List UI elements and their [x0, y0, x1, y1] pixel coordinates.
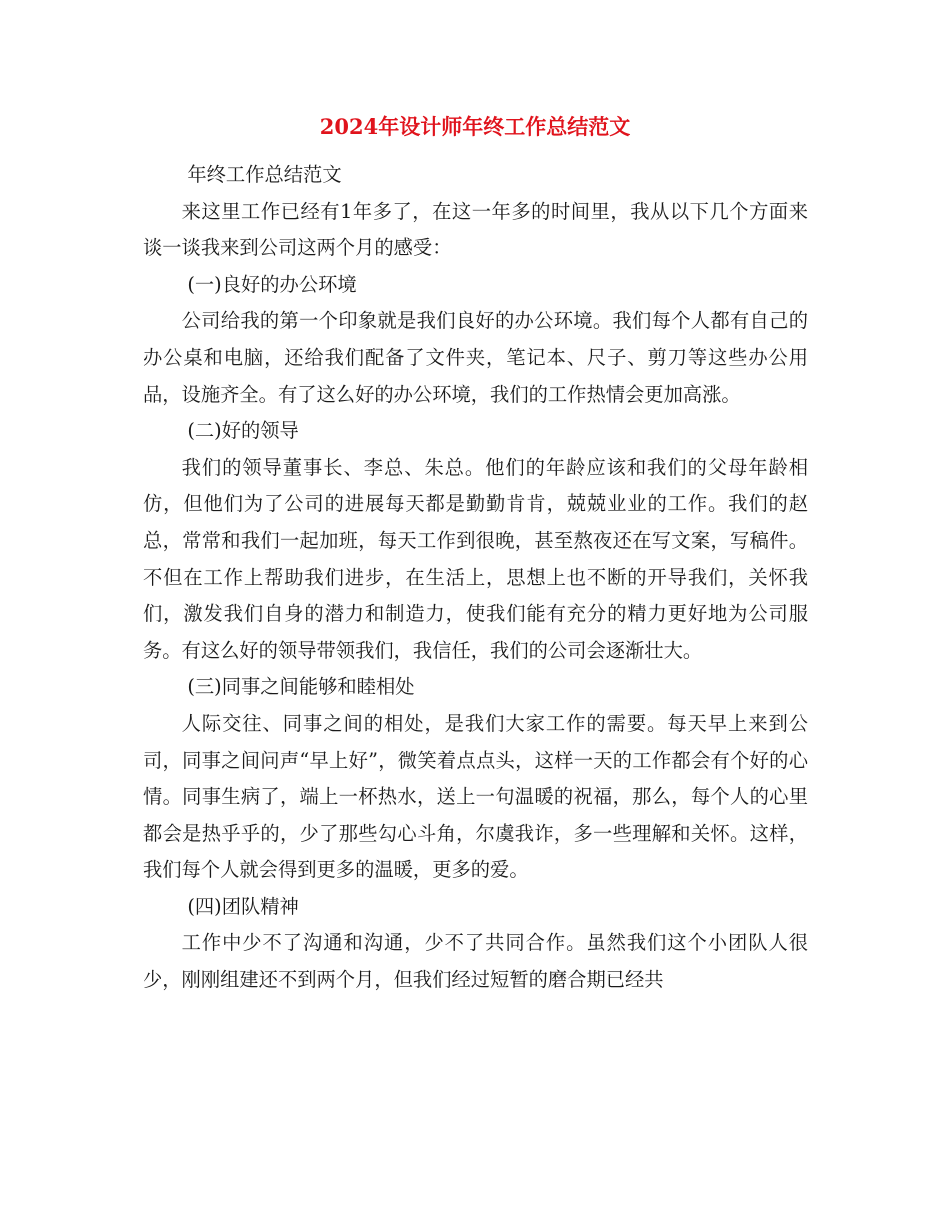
body-paragraph: 公司给我的第一个印象就是我们良好的办公环境。我们每个人都有自己的办公桌和电脑，还给我们配备了文件夹，笔记本、尺子、剪刀等这些办公用品，设施齐全。有了这么好的办公环境，我们的工作热情会更加高涨。: [143, 309, 808, 406]
section-heading: 年终工作总结范文: [187, 163, 342, 186]
section-heading: (二)好的领导: [187, 419, 299, 443]
body-paragraph: 工作中少不了沟通和沟通，少不了共同合作。虽然我们这个小团队人很少，刚刚组建还不到两个月，但我们经过短暂的磨合期已经共: [143, 931, 808, 992]
body-paragraph: 人际交往、同事之间的相处，是我们大家工作的需要。每天早上来到公司，同事之间问声“早上好”，微笑着点点头，这样一天的工作都会有个好的心情。同事生病了，端上一杯热水，送上一句温暖的祝福，那么，每个人的心里都会是热乎乎的，少了那些勾心斗角，尔虞我诈，多一些理解和关怀。这样，我们每个人就会得到更多的温暖，更多的爱。: [143, 711, 808, 882]
section-heading: (一)良好的办公环境: [187, 272, 357, 296]
section-heading: (四)团队精神: [187, 894, 299, 918]
body-paragraph: 我们的领导董事长、李总、朱总。他们的年龄应该和我们的父母年龄相仿，但他们为了公司的进展每天都是勤勤肯肯，兢兢业业的工作。我们的赵总，常常和我们一起加班，每天工作到很晚，甚至熬夜还在写文案，写稿件。不但在工作上帮助我们进步，在生活上，思想上也不断的开导我们，关怀我们，激发我们自身的潜力和制造力，使我们能有充分的精力更好地为公司服务。有这么好的领导带领我们，我信任，我们的公司会逐渐壮大。: [143, 455, 808, 662]
document-title: 2024年设计师年终工作总结范文: [319, 114, 631, 139]
body-paragraph: 来这里工作已经有1年多了，在这一年多的时间里，我从以下几个方面来谈一谈我来到公司这两个月的感受：: [143, 199, 808, 260]
document-body: [143, 157, 808, 999]
section-heading: (三)同事之间能够和睦相处: [187, 675, 415, 699]
